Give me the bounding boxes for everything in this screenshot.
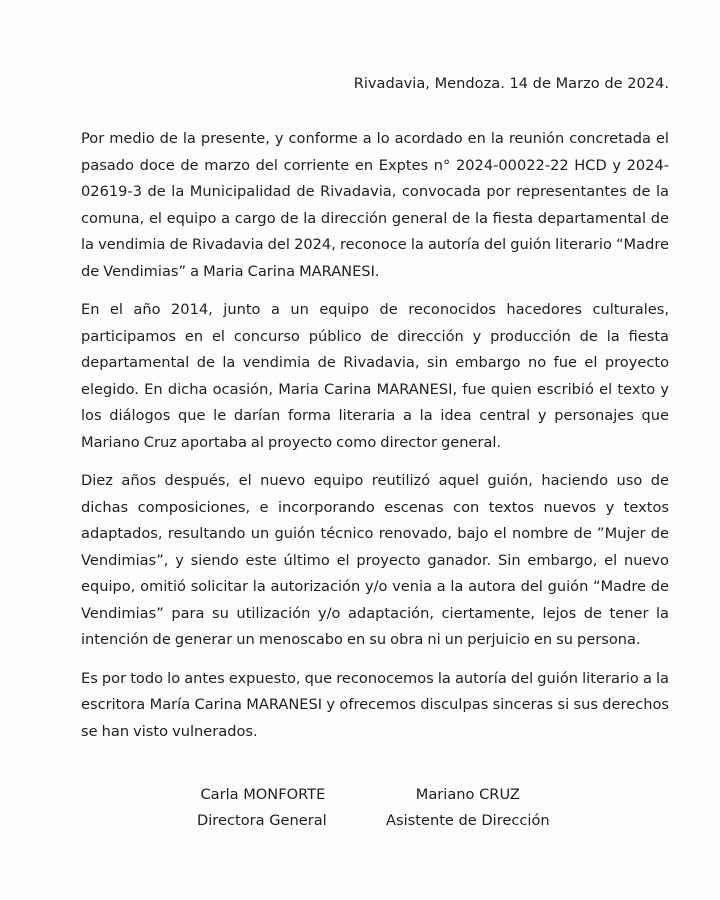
paragraph-1: Por medio de la presente, y conforme a lo acordado en la reunión concretada el pasado doce de marzo del corriente en Exptes n° 2024-00022-22 HCD y 2024-02619-3 de la Municipalidad de Rivadavia, convocada por representantes de la comuna, el equipo a cargo de la dirección general de la fiesta departamental de la vendimia de Rivadavia del 2024, reconoce la autoría del guión literario “Madre de Vendimias” a Maria Carina MARANESI. (81, 130, 669, 280)
signature-monforte (197, 782, 327, 834)
signature-cruz (386, 782, 550, 834)
paragraph-4: Es por todo lo antes expuesto, que reconocemos la autoría del guión literario a la escritora María Carina MARANESI y ofrecemos disculpas sinceras si sus derechos se han visto vulnerados. (81, 669, 669, 740)
paragraph-3: Diez años después, el nuevo equipo reutilizó aquel guión, haciendo uso de dichas composiciones, e incorporando escenas con textos nuevos y textos adaptados, resultando un guión técnico renovado, bajo el nombre de ”Mujer de Vendimias”, y siendo este último el proyecto ganador. Sin embargo, el nuevo equipo, omitió solicitar la autorización y/o venia a la autora del guión “Madre de Vendimias” para su utilización y/o adaptación, ciertamente, lejos de tener la intención de generar un menoscabo en su obra ni un perjuicio en su persona. (81, 472, 669, 648)
paragraph-2: En el año 2014, junto a un equipo de reconocidos hacedores culturales, participamos en el concurso público de dirección y producción de la fiesta departamental de la vendimia de Rivadavia, sin embargo no fue el proyecto elegido. En dicha ocasión, Maria Carina MARANESI, fue quien escribió el texto y los diálogos que le darían forma literaria a la idea central y personajes que Mariano Cruz aportaba al proyecto como director general. (81, 301, 669, 451)
signer-role: Directora General (197, 812, 327, 829)
signer-name: Carla MONFORTE (200, 786, 326, 803)
signature-block (0, 782, 720, 842)
date-line: Rivadavia, Mendoza. 14 de Marzo de 2024. (353, 75, 669, 92)
signer-role: Asistente de Dirección (386, 812, 550, 829)
letter-body (81, 126, 669, 757)
signer-name: Mariano CRUZ (415, 786, 520, 803)
